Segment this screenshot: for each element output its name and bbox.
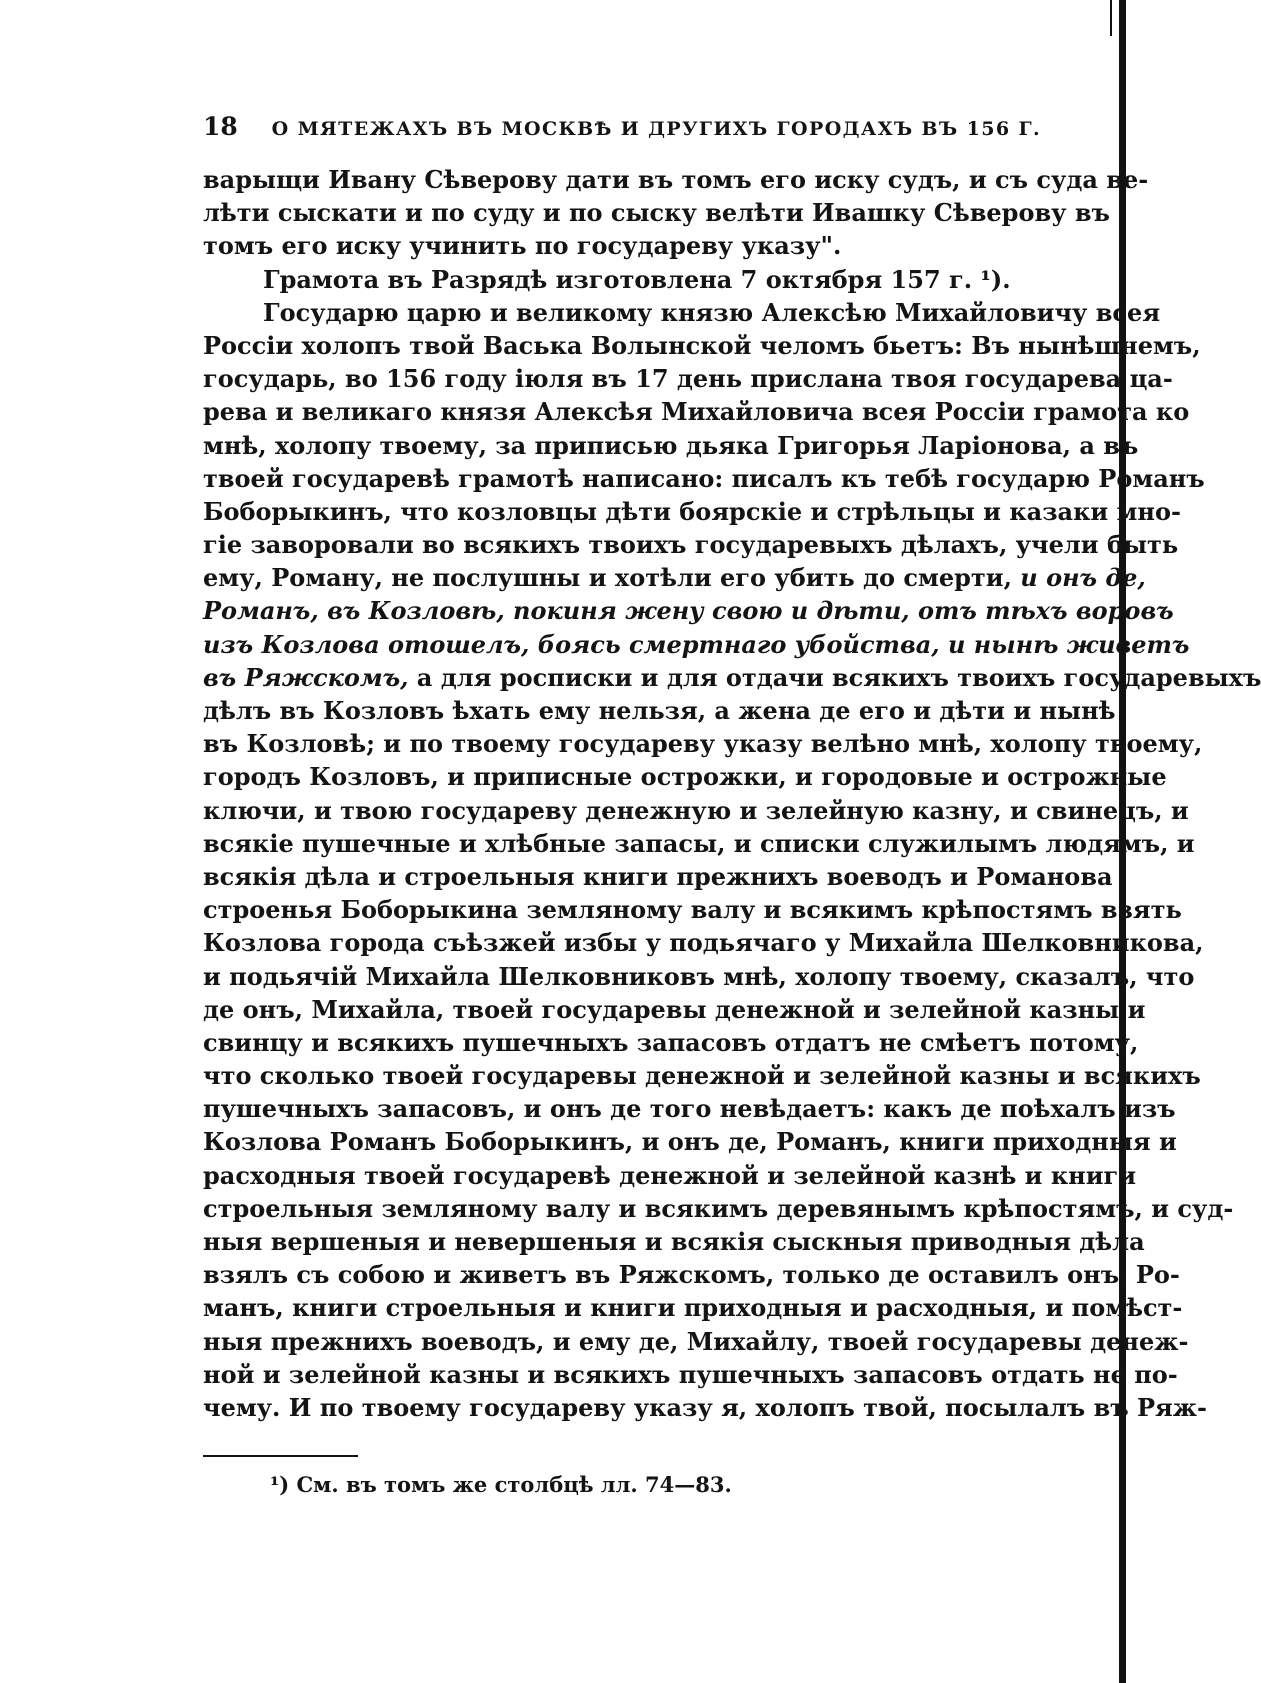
body-text bbox=[203, 163, 1261, 1424]
line-text: гіе заворовали во всякихъ твоихъ государевыхъ дѣлахъ, учели быть bbox=[203, 530, 1179, 560]
text-line bbox=[203, 1291, 1183, 1324]
line-text: ныя прежнихъ воеводъ, и ему де, Михайлу, твоей государевы денеж- bbox=[203, 1326, 1189, 1356]
text-line bbox=[203, 827, 1195, 860]
line-text: расходныя твоей государевѣ денежной и зелейной казнѣ и книги bbox=[203, 1160, 1137, 1190]
line-text: томъ его иску учинить по государеву указу". bbox=[203, 231, 842, 261]
line-text: твоей государевѣ грамотѣ написано: писалъ къ тебѣ государю Романъ bbox=[203, 463, 1205, 493]
text-line bbox=[203, 1225, 1145, 1258]
footnote-marker: ¹) bbox=[270, 1472, 290, 1497]
line-text: строенья Боборыкина земляному валу и всякимъ крѣпостямъ взять bbox=[203, 895, 1182, 925]
line-text: мнѣ, холопу твоему, за приписью дьяка Григорья Ларіонова, а въ bbox=[203, 430, 1139, 460]
scan-edge-mark bbox=[1110, 0, 1112, 36]
text-line bbox=[203, 395, 1190, 428]
line-text: ключи, и твою государеву денежную и зелейную казну, и свинецъ, и bbox=[203, 795, 1189, 825]
line-text: Козлова Романъ Боборыкинъ, и онъ де, Романъ, книги приходныя и bbox=[203, 1127, 1177, 1157]
line-text: городъ Козловъ, и приписные острожки, и городовые и острожные bbox=[203, 762, 1167, 792]
text-line bbox=[203, 528, 1179, 561]
line-text: въ Козловѣ; и по твоему государеву указу велѣно мнѣ, холопу твоему, bbox=[203, 729, 1203, 759]
line-text: рева и великаго князя Алексѣя Михайловича всея Россіи грамота ко bbox=[203, 397, 1190, 427]
text-line bbox=[203, 594, 1174, 627]
line-text: государь, во 156 году іюля въ 17 день прислана твоя государева ца- bbox=[203, 364, 1173, 394]
text-line bbox=[203, 163, 1149, 196]
text-line bbox=[203, 1125, 1177, 1158]
italic-text: и онъ де, bbox=[1011, 563, 1146, 593]
line-text: строельныя земляному валу и всякимъ деревянымъ крѣпостямъ, и суд- bbox=[203, 1193, 1234, 1223]
text-line bbox=[203, 1159, 1137, 1192]
line-text: Боборыкинъ, что козловцы дѣти боярскіе и стрѣльцы и казаки мно- bbox=[203, 496, 1181, 526]
line-text: Россіи холопъ твой Васька Волынской челомъ бьетъ: Въ нынѣшнемъ, bbox=[203, 330, 1201, 360]
footnote-rule bbox=[203, 1455, 358, 1457]
text-line bbox=[203, 1026, 1139, 1059]
text-line bbox=[203, 1391, 1207, 1424]
text-line bbox=[203, 1059, 1201, 1092]
line-text: всякія дѣла и строельныя книги прежнихъ воеводъ и Романова bbox=[203, 861, 1113, 891]
footnote bbox=[270, 1472, 732, 1497]
text-line bbox=[203, 1192, 1234, 1225]
text-line bbox=[203, 196, 1110, 229]
line-text: лѣти сыскати и по суду и по сыску велѣти Ивашку Сѣверову въ bbox=[203, 198, 1110, 228]
line-text: ему, Роману, не послушны и хотѣли его убить до смерти, bbox=[203, 563, 1012, 593]
text-line bbox=[203, 960, 1195, 993]
text-line bbox=[203, 1258, 1180, 1291]
text-line bbox=[203, 694, 1116, 727]
line-text: всякіе пушечные и хлѣбные запасы, и списки служилымъ людямъ, и bbox=[203, 828, 1195, 858]
text-line bbox=[203, 926, 1204, 959]
line-text: пушечныхъ запасовъ, и онъ де того невѣдаетъ: какъ де поѣхалъ изъ bbox=[203, 1094, 1176, 1124]
text-line bbox=[203, 1092, 1176, 1125]
line-text: Козлова города съѣзжей избы у подьячаго у Михайла Шелковникова, bbox=[203, 928, 1204, 958]
text-line bbox=[203, 893, 1182, 926]
text-line bbox=[203, 429, 1139, 462]
page-number: 18 bbox=[203, 112, 238, 141]
italic-text: Романъ, въ Козловѣ, покиня жену свою и дѣти, отъ тѣхъ воровъ bbox=[203, 596, 1174, 626]
line-text: Грамота въ Разрядѣ изготовлена 7 октября 157 г. ¹). bbox=[263, 264, 1011, 294]
line-text: свинцу и всякихъ пушечныхъ запасовъ отдатъ не смѣетъ потому, bbox=[203, 1027, 1139, 1057]
text-line bbox=[203, 229, 1041, 262]
text-line bbox=[203, 794, 1189, 827]
text-line bbox=[203, 628, 1190, 661]
text-line bbox=[203, 263, 1041, 296]
text-line bbox=[203, 329, 1201, 362]
line-text: что сколько твоей государевы денежной и зелейной казны и всякихъ bbox=[203, 1061, 1201, 1091]
text-line bbox=[203, 1325, 1189, 1358]
page-header bbox=[203, 112, 1041, 142]
line-text: а для росписки и для отдачи всякихъ твоихъ государевыхъ bbox=[408, 662, 1261, 692]
line-text: чему. И по твоему государеву указу я, холопъ твой, посылалъ въ Ряж- bbox=[203, 1392, 1207, 1422]
line-text: дѣлъ въ Козловъ ѣхать ему нельзя, а жена де его и дѣти и нынѣ bbox=[203, 696, 1116, 725]
line-text: манъ, книги строельныя и книги приходныя и расходныя, и помѣст- bbox=[203, 1293, 1183, 1323]
text-line bbox=[203, 860, 1113, 893]
text-line bbox=[203, 462, 1205, 495]
running-title: О МЯТЕЖАХЪ ВЪ МОСКВѢ И ДРУГИХЪ ГОРОДАХЪ ВЪ 156 Г. bbox=[271, 118, 1041, 140]
italic-text: изъ Козлова отошелъ, боясь смертнаго убойства, и нынѣ живетъ bbox=[203, 629, 1190, 659]
line-text: Государю царю и великому князю Алексѣю Михайловичу всея bbox=[263, 297, 1161, 327]
footnote-text: См. въ томъ же столбцѣ лл. 74—83. bbox=[296, 1472, 732, 1497]
line-text: и подьячій Михайла Шелковниковъ мнѣ, холопу твоему, сказалъ, что bbox=[203, 961, 1195, 991]
line-text: ныя вершеныя и невершеныя и всякія сыскныя приводныя дѣла bbox=[203, 1227, 1145, 1256]
text-line bbox=[203, 296, 1161, 329]
text-line bbox=[203, 727, 1203, 760]
line-text: де онъ, Михайла, твоей государевы денежной и зелейной казны и bbox=[203, 994, 1146, 1024]
line-text: взялъ съ собою и живетъ въ Ряжскомъ, только де оставилъ онъ, Ро- bbox=[203, 1260, 1180, 1290]
text-line bbox=[203, 993, 1146, 1026]
italic-text: въ Ряжскомъ, bbox=[203, 662, 409, 692]
line-text: варыщи Ивану Сѣверову дати въ томъ его иску судъ, и съ суда ве- bbox=[203, 165, 1149, 194]
text-line bbox=[203, 760, 1167, 793]
line-text: ной и зелейной казны и всякихъ пушечныхъ запасовъ отдать не по- bbox=[203, 1359, 1178, 1389]
text-line bbox=[203, 362, 1173, 395]
text-line bbox=[203, 661, 1261, 694]
text-line bbox=[203, 1358, 1178, 1391]
text-line bbox=[203, 495, 1181, 528]
text-line bbox=[203, 561, 1146, 594]
